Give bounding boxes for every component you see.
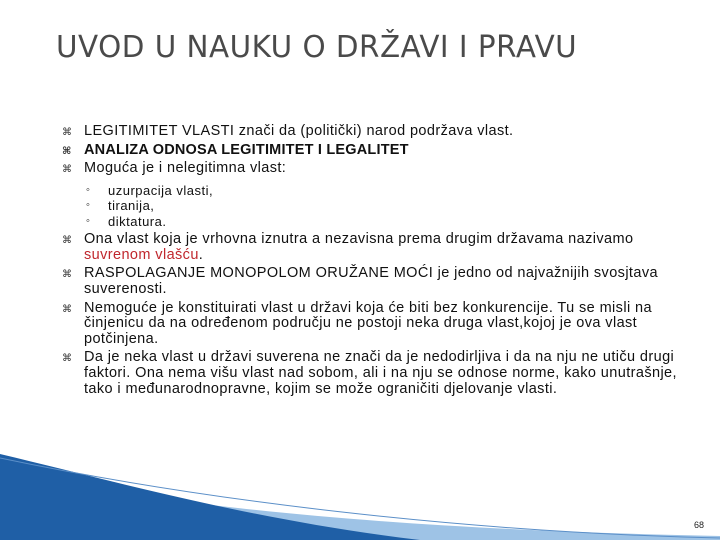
highlight-term: suvrenom vlašću bbox=[84, 246, 199, 263]
page-number: 68 bbox=[693, 520, 704, 530]
bullet-icon: ⌘ bbox=[62, 303, 73, 315]
bullet-text: RASPOLAGANJE MONOPOLOM ORUŽANE MOĆI je jedno od najvažnijih svosjtava suverenosti. bbox=[84, 265, 658, 298]
bullet-item bbox=[62, 161, 692, 177]
bullet-item bbox=[62, 232, 692, 263]
bullet-item bbox=[62, 266, 692, 297]
bullet-icon: ⌘ bbox=[62, 164, 73, 176]
bullet-text bbox=[84, 231, 633, 263]
sub-bullet-text: tiranija, bbox=[108, 198, 155, 214]
bullet-icon: ⌘ bbox=[62, 269, 73, 281]
bullet-icon: ⌘ bbox=[62, 353, 73, 365]
bullet-item bbox=[62, 301, 692, 348]
sub-bullet-item bbox=[62, 214, 692, 230]
bullet-item bbox=[62, 350, 692, 397]
circle-bullet-icon: ◦ bbox=[86, 183, 91, 196]
slide-content bbox=[62, 124, 692, 397]
wave-decoration bbox=[0, 440, 720, 540]
bullet-text: ANALIZA ODNOSA LEGITIMITET I LEGALITET bbox=[84, 141, 409, 158]
bullet-text-end: . bbox=[198, 246, 204, 263]
sub-bullet-item bbox=[62, 183, 692, 199]
bullet-icon: ⌘ bbox=[62, 127, 73, 138]
circle-bullet-icon: ◦ bbox=[86, 214, 91, 227]
sub-bullet-list bbox=[62, 183, 692, 230]
sub-bullet-text: diktatura. bbox=[108, 213, 167, 229]
bullet-text: LEGITIMITET VLASTI znači da (politički) narod podržava vlast. bbox=[84, 123, 514, 139]
bullet-icon: ⌘ bbox=[62, 235, 73, 247]
sub-bullet-text: uzurpacija vlasti, bbox=[108, 182, 214, 198]
sub-bullet-item bbox=[62, 198, 692, 214]
bullet-item bbox=[62, 143, 692, 159]
bullet-text: Nemoguće je konstituirati vlast u državi koja će biti bez konkurencije. Tu se misli na činjenicu da na određenom području ne postoji neka druga vlast,kojoj je ova vlast potčinjena. bbox=[84, 299, 652, 347]
bullet-text-part: Ona vlast koja je vrhovna iznutra a nezavisna prema drugim državama nazivamo bbox=[84, 231, 634, 248]
bullet-text: Da je neka vlast u državi suverena ne znači da je nedodirljiva i da na nju ne utiču drugi faktori. Ona nema višu vlast nad sobom, ali i na nju se odnose norme, kako unutrašnje, tako i međunarodnopravne, kojim se može ograničiti djelovanje vlasti. bbox=[84, 349, 677, 397]
slide-title: UVOD U NAUKU O DRŽAVI I PRAVU bbox=[56, 30, 578, 65]
bullet-icon: ⌘ bbox=[62, 145, 72, 157]
circle-bullet-icon: ◦ bbox=[86, 199, 91, 212]
bullet-item bbox=[62, 124, 692, 140]
bullet-text: Moguća je i nelegitimna vlast: bbox=[84, 160, 287, 177]
